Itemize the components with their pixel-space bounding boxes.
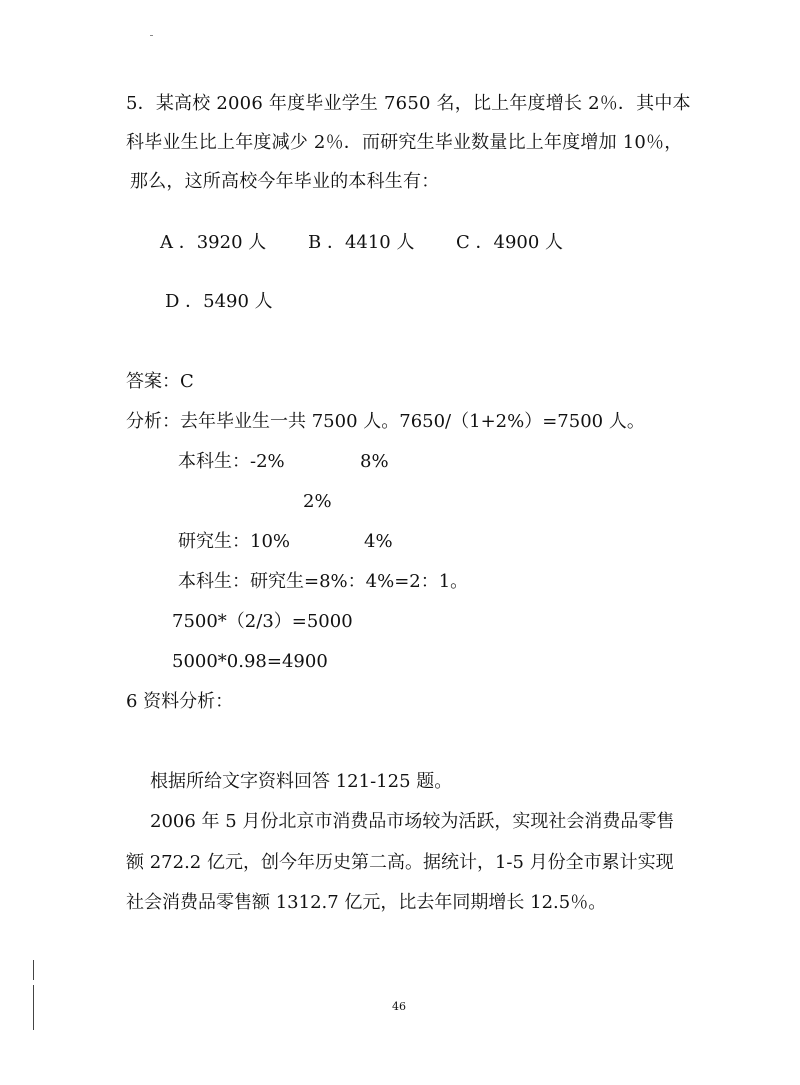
option-d: D ．5490 人 bbox=[165, 291, 273, 312]
undergrad-diff: 8% bbox=[360, 451, 389, 472]
answer-line: 答案：C bbox=[126, 371, 194, 392]
option-b: B ．4410 人 bbox=[308, 232, 415, 253]
scan-mark bbox=[33, 960, 34, 980]
undergrad-label: 本科生：-2% bbox=[178, 451, 285, 472]
calc-line-2: 5000*0.98=4900 bbox=[172, 651, 328, 672]
option-c: C ．4900 人 bbox=[456, 232, 564, 253]
analysis-intro: 分析：去年毕业生一共 7500 人。7650/（1+2%）=7500 人。 bbox=[126, 411, 645, 432]
question-line-1: 5．某高校 2006 年度毕业学生 7650 名，比上年度增长 2％．其中本 bbox=[126, 93, 691, 114]
scan-speck bbox=[150, 35, 153, 36]
page-number: 46 bbox=[392, 1000, 406, 1013]
option-a: A ．3920 人 bbox=[160, 232, 267, 253]
section6-paragraph-line-2: 额 272.2 亿元，创今年历史第二高。据统计，1-5 月份全市累计实现 bbox=[126, 852, 674, 873]
question-line-2: 科毕业生比上年度减少 2％．而研究生毕业数量比上年度增加 10％， bbox=[126, 132, 683, 153]
calc-line-1: 7500*（2/3）=5000 bbox=[172, 611, 353, 632]
section6-intro: 根据所给文字资料回答 121-125 题。 bbox=[150, 771, 453, 792]
section6-paragraph-line-1: 2006 年 5 月份北京市消费品市场较为活跃，实现社会消费品零售 bbox=[150, 811, 675, 832]
question-line-3: 那么，这所高校今年毕业的本科生有： bbox=[130, 171, 440, 192]
section6-title: 6 资料分析： bbox=[126, 691, 234, 712]
section6-paragraph-line-3: 社会消费品零售额 1312.7 亿元，比去年同期增长 12.5％。 bbox=[126, 892, 607, 913]
ratio-line: 本科生：研究生=8%：4%=2：1。 bbox=[178, 571, 469, 592]
scan-mark bbox=[33, 985, 34, 1030]
grad-label: 研究生：10% bbox=[178, 531, 291, 552]
grad-diff: 4% bbox=[364, 531, 393, 552]
mix-rate: 2% bbox=[303, 491, 332, 512]
